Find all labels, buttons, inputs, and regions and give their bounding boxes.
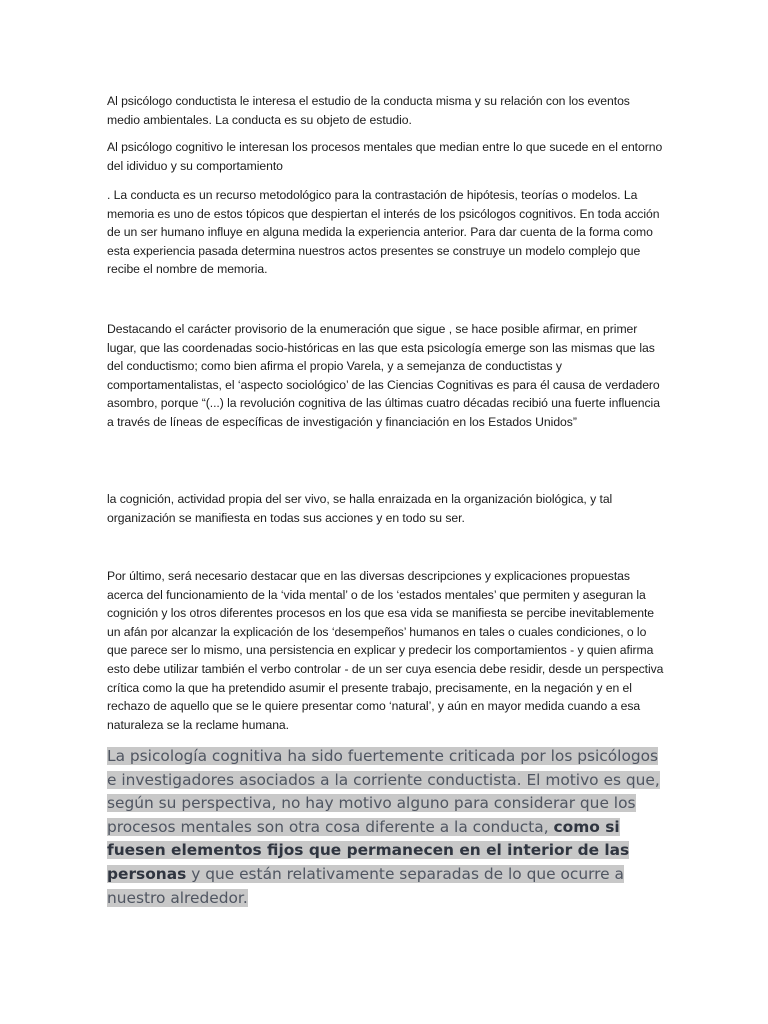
highlighted-text-bold: como si fuesen elementos fijos que permanecen en el interior de las personas [107,817,630,883]
highlighted-text-part1: La psicología cognitiva ha sido fuertemente criticada por los psicólogos e investigadores asociados a la corriente conductista. El motivo es que, según su perspectiva, no hay motivo alguno para considerar que los procesos mentales son otra cosa diferente a la conducta, [107,747,660,836]
paragraph-cognitivo: Al psicólogo cognitivo le interesan los procesos mentales que median entre lo que sucede en el entorno del idividuo y su comportamiento [107,140,663,173]
paragraph-coordenadas: Destacando el carácter provisorio de la enumeración que sigue , se hace posible afirmar, en primer lugar, que las coordenadas socio-históricas en las que esta psicología emerge son las mismas que las del conductismo; como bien afirma el propio Varela, y a semejanza de conductistas y comportamentalistas, el ‘aspecto sociológico’ de las Ciencias Cognitivas es para él causa de verdadero asombro, porque “(...) la revolución cognitiva de las últimas cuatro décadas recibió una fuerte influencia a través de líneas de específicas de investigación y financiación en los Estados Unidos” [107,322,660,429]
highlighted-text-part2: y que están relativamente separadas de lo que ocurre a nuestro alrededor. [107,864,624,907]
paragraph-conductista: Al psicólogo conductista le interesa el estudio de la conducta misma y su relación con los eventos medio ambientales. La conducta es su objeto de estudio. [107,94,630,127]
paragraph-memoria: . La conducta es un recurso metodológico para la contrastación de hipótesis, teorías o modelos. La memoria es uno de estos tópicos que despiertan el interés de los psicólogos cognitivos. En toda acción de un ser humano influye en alguna medida la experiencia anterior. Para dar cuenta de la forma como esta experiencia pasada determina nuestros actos presentes se construye un modelo complejo que recibe el nombre de memoria. [107,188,660,277]
paragraph-cognicion: la cognición, actividad propia del ser vivo, se halla enraizada en la organización biológica, y tal organización se manifiesta en todas sus acciones y en todo su ser. [107,492,613,525]
paragraph-por-ultimo: Por último, será necesario destacar que en las diversas descripciones y explicaciones propuestas acerca del funcionamiento de la ‘vida mental’ o de los ‘estados mentales’ que permiten y aseguran la cognición y los otros diferentes procesos en los que esa vida se manifiesta se percibe inevitablemente un afán por alcanzar la explicación de los ‘desempeños’ humanos en tales o cuales condiciones, o lo que parece ser lo mismo, una persistencia en explicar y predecir los comportamientos - y quien afirma esto debe utilizar también el verbo controlar - de un ser cuya esencia debe residir, desde un perspectiva crítica como la que ha pretendido asumir el presente trabajo, precisamente, en la negación y en el rechazo de aquello que se le quiere presentar como ‘natural’, y aún en mayor medida cuando a esa naturaleza se la reclame humana. [107,569,664,732]
highlighted-quote [107,745,667,910]
